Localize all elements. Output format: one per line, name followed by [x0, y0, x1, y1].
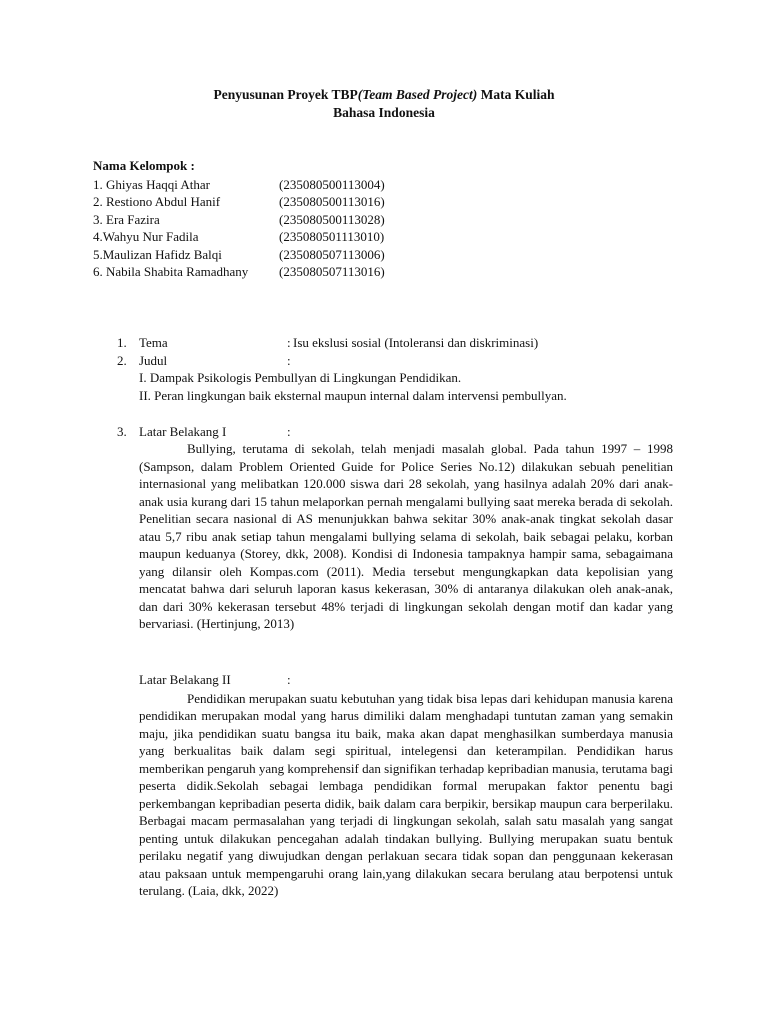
title-line-2: Bahasa Indonesia — [333, 105, 435, 120]
member-row — [93, 263, 385, 281]
member-name: 4.Wahyu Nur Fadila — [93, 229, 199, 244]
member-row — [93, 193, 385, 211]
member-nim: (235080507113006) — [279, 246, 385, 262]
item-number: 3. — [117, 424, 127, 439]
item-colon: : — [287, 352, 291, 368]
item-number: 2. — [117, 352, 127, 368]
judul-sub-1: I. Dampak Psikologis Pembullyan di Lingkungan Pendidikan. — [139, 370, 462, 385]
member-name: 1. Ghiyas Haqqi Athar — [93, 176, 210, 192]
member-nim: (235080501113010) — [279, 229, 385, 244]
member-row — [93, 176, 385, 194]
item-label: Latar Belakang I — [139, 424, 227, 439]
title-italic: (Team Based Project) — [357, 87, 478, 102]
member-name: 5.Maulizan Hafidz Balqi — [93, 246, 222, 262]
item-label: Latar Belakang II — [139, 672, 231, 687]
item-label: Tema — [139, 335, 168, 350]
member-nim: (235080500113016) — [279, 194, 385, 209]
latar-belakang-2-heading — [139, 671, 673, 689]
member-nim: (235080500113004) — [279, 176, 385, 192]
paragraph: Pendidikan merupakan suatu kebutuhan yang tidak bisa lepas dari kehidupan manusia karena pendidikan merupakan modal yang harus dimiliki dalam menghadapi tuntutan zaman yang semakin maju, jika pendidikan suatu bangsa itu baik, maka akan dapat menghasilkan sumberdaya manusia yang berkualitas baik dalam segi spiritual, intelegensi dan keterampilan. Pendidikan harus memberikan pengaruh yang komprehensif dan signifikan terhadap kepribadian manusia, terutama bagi peserta didik.Sekolah sebagai lembaga pendidikan formal merupakan faktor penentu bagi perkembangan kepribadian peserta didik, baik dalam cara berpikir, bersikap maupun cara berperilaku. Berbagai macam permasalahan yang terjadi di lingkungan sekolah, salah satu masalah yang sangat penting untuk dilakukan pencegahan adalah tindakan bullying. Bullying merupakan suatu bentuk perilaku negatif yang diwujudkan dengan perlakuan secara tidak sopan dan penggunaan kekerasan atau paksaan untuk mempengaruhi orang lain,yang dilakukan secara berulang atau berpotensi untuk terulang. (Laia, dkk, 2022) — [139, 690, 673, 898]
item-tema — [117, 334, 567, 352]
member-name: 6. Nabila Shabita Ramadhany — [93, 264, 249, 279]
item-colon: : — [287, 672, 291, 687]
item-number: 1. — [117, 335, 127, 350]
member-row — [93, 246, 385, 264]
group-members — [93, 157, 385, 281]
title-suffix: Mata Kuliah — [477, 87, 555, 102]
item-judul — [117, 352, 567, 370]
member-row — [93, 211, 385, 229]
title-prefix: Penyusunan Proyek TBP — [213, 87, 358, 102]
latar-belakang-1-heading — [117, 423, 293, 441]
group-heading: Nama Kelompok : — [93, 158, 195, 173]
item-colon: : — [287, 424, 291, 439]
topic-list — [117, 334, 567, 404]
latar-belakang-2 — [139, 671, 673, 900]
document-title — [0, 86, 768, 122]
latar-belakang-1-body — [139, 440, 673, 633]
paragraph: Bullying, terutama di sekolah, telah menjadi masalah global. Pada tahun 1997 – 1998 (Sampson, dalam Problem Oriented Guide for Police Series No.12) dilakukan sebuah penelitian internasional yang melibatkan 120.000 siswa dari 28 sekolah, yang hasilnya adalah 20% dari anak-anak usia kurang dari 15 tahun melaporkan pernah mengalami bullying saat mereka berada di sekolah. Penelitian secara nasional di AS menunjukkan bahwa sekitar 30% anak-anak tingkat sekolah dasar atau 5,7 ribu anak setiap tahun mengalami bullying selama di sekolah, baik sebagai pelaku, korban maupun keduanya (Storey, dkk, 2008). Kondisi di Indonesia tampaknya hampir sama, sebagaimana yang dilansir oleh Kompas.com (2011). Media tersebut mengungkapkan data kepolisian yang mencatat bahwa dari seluruh laporan kasus kekerasan, 30% di antaranya dilakukan oleh anak-anak, dan dari 30% kekerasan tersebut 48% terjadi di lingkungan sekolah dengan motif dan kadar yang bervariasi. (Hertinjung, 2013) — [139, 441, 673, 631]
judul-sub-2: II. Peran lingkungan baik eksternal maupun internal dalam intervensi pembullyan. — [139, 387, 567, 403]
item-colon: : — [287, 335, 291, 350]
member-nim: (235080500113028) — [279, 211, 385, 227]
item-label: Judul — [139, 352, 168, 368]
item-latar-1 — [117, 423, 293, 441]
member-row — [93, 228, 385, 246]
item-value: Isu ekslusi sosial (Intoleransi dan diskriminasi) — [293, 335, 539, 350]
title-line-1 — [0, 86, 768, 104]
member-name: 3. Era Fazira — [93, 211, 160, 227]
member-name: 2. Restiono Abdul Hanif — [93, 194, 221, 209]
member-nim: (235080507113016) — [279, 264, 385, 279]
